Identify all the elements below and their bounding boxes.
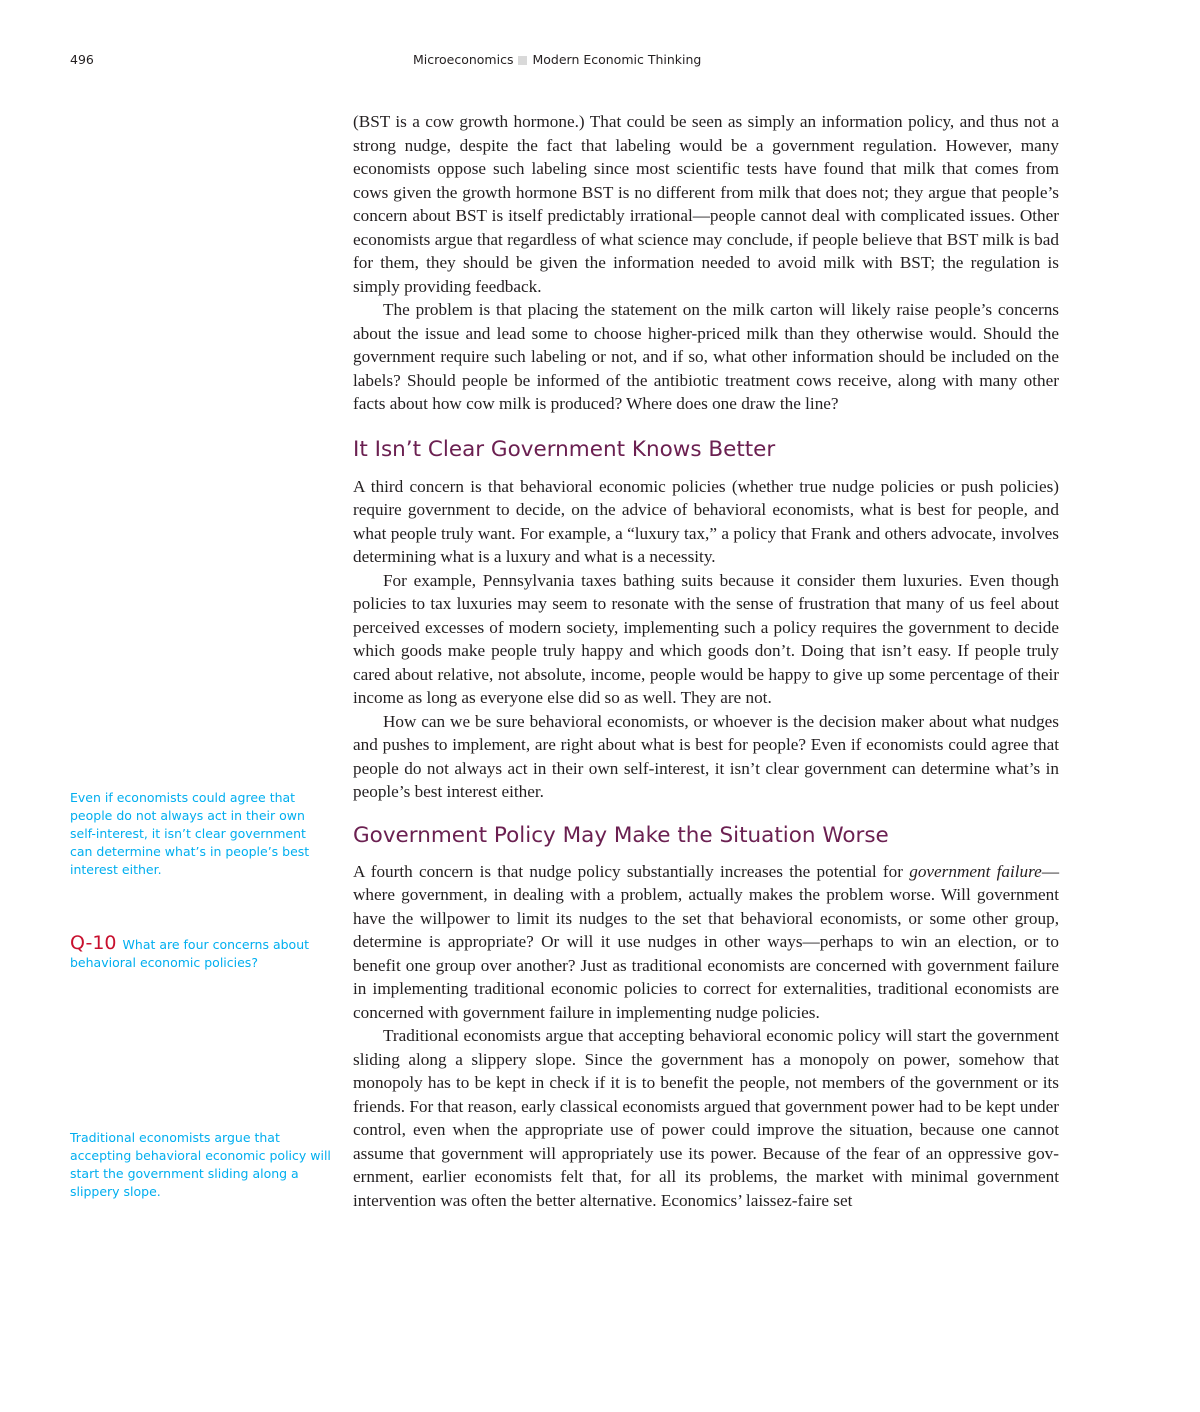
book-title-right: Modern Economic Thinking: [532, 52, 702, 67]
margin-note-best-interest: Even if economists could agree that people do not always act in their own self-interest, it isn’t clear government can determine what’s in people’s best interest either.: [70, 790, 310, 877]
margin-question-q10: [70, 934, 332, 972]
question-number-label: Q-10: [70, 932, 117, 954]
paragraph-luxury-tax: For example, Pennsylvania taxes bathing suits because it consider them luxuries. Even though policies to tax luxuries may seem to resonate with the sense of frustration that many of us feel about perceived excesses of modern society, implementing such a policy requires the government to decide which goods make people truly happy and which goods don’t. Doing that isn’t easy. If people truly cared about relative, not absolute, income, people would be happy to give up some percentage of their income as long as everyone else did so as well. They are not.: [353, 570, 1059, 707]
book-title-left: Microeconomics: [413, 52, 514, 67]
paragraph-third-concern: A third concern is that behavioral economic policies (whether true nudge policies or push policies) require government to decide, on the advice of behavioral economists, what is best for people, and what people truly want. For example, a “luxury tax,” a policy that Frank and others advocate, involves determining what is a luxury and what is a necessity.: [353, 476, 1059, 566]
book-title: [413, 52, 701, 67]
separator-square-icon: [518, 56, 527, 65]
margin-note-slippery-slope: Traditional economists argue that accepting behavioral economic policy will start the government sliding along a slippery slope.: [70, 1130, 331, 1199]
paragraph-bst-labeling: (BST is a cow growth hormone.) That could be seen as simply an information policy, and thus not a strong nudge, despite the fact that labeling would be a government regulation. However, many economists oppose such labeling since most scientific tests have found that milk that comes from cows given the growth hormone BST is no different from milk that does not; they argue that people’s concern about BST is itself predictably irrational—people cannot deal with complicated issues. Other economists argue that regardless of what science may conclude, if people believe that BST milk is bad for them, they should be given the information needed to avoid milk with BST; the regulation is simply providing feedback.: [353, 112, 1059, 296]
paragraph-milk-carton: The problem is that placing the statement on the milk carton will likely raise people’s concerns about the issue and lead some to choose higher-priced milk than they otherwise would. Should the government require such labeling or not, and if so, what other information should be included on the labels? Should people be informed of the antibiotic treatment cows receive, along with many other facts about how cow milk is produced? Where does one draw the line?: [353, 300, 1059, 413]
fourth-concern-text-start: A fourth concern is that nudge policy substantially increases the potential for: [353, 861, 910, 881]
running-head: [0, 52, 1200, 72]
main-text-column: [353, 110, 1059, 1212]
paragraph-slippery-slope: Traditional economists argue that accepting behavioral economic policy will start the government sliding along a slippery slope. Since the government has a monopoly on power, somehow that monopoly has to be kept in check if it is to benefit the people, not members of the government or its friends. For that reason, early classical economists argued that government power had to be kept under control, even when the appropriate use of power could improve the situation, because one cannot assume that government will appropriately use its power. Because of the fear of an oppressive government, earlier economists felt that, for all its problems, the market with minimal government intervention was often the better alternative. Economics’ laissez-faire set: [353, 1026, 1059, 1210]
fourth-concern-text-end: —where government, in dealing with a problem, actually makes the problem worse. Will government have the willpower to limit its nudges to the set that behavioral economists, or some other group, determine is appropriate? Or will it use nudges in other ways—perhaps to win an election, or to benefit one group over another? Just as traditional economists are concerned with government failure in implementing traditional economic policies to correct for externalities, traditional economists are concerned with government failure in implementing nudge policies.: [353, 861, 1059, 1022]
paragraph-fourth-concern: [353, 860, 1059, 1025]
page-number: 496: [70, 52, 94, 67]
paragraph-decision-maker: How can we be sure behavioral economists, or whoever is the decision maker about what nudges and pushes to implement, are right about what is best for people? Even if economists could agree that people do not always act in their own self-interest, it isn’t clear government can determine what’s in people’s best interest either.: [353, 711, 1059, 801]
key-term-government-failure: government failure: [909, 861, 1042, 881]
question-text: What are four concerns about behavioral economic policies?: [70, 937, 310, 970]
section-heading-policy-worse: Government Policy May Make the Situation Worse: [353, 822, 889, 848]
section-heading-government-knows-better: It Isn’t Clear Government Knows Better: [353, 436, 776, 462]
